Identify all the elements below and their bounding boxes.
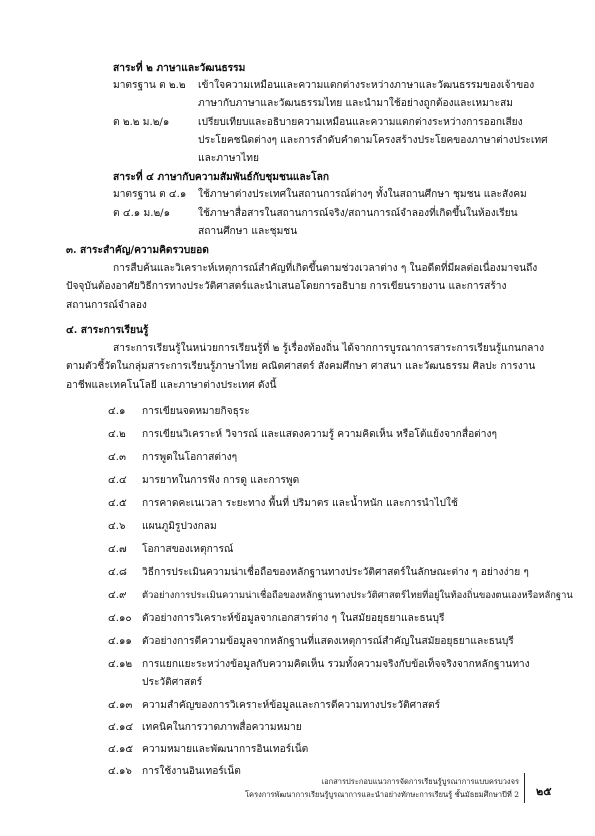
- list-item-number: ๔.๑๐: [108, 613, 132, 624]
- list-item-number: ๔.๑: [108, 406, 126, 417]
- list-item-number: ๔.๑๖: [108, 766, 132, 777]
- strand2-indicator-label: ต ๒.๒ ม.๒/๑: [113, 117, 170, 128]
- list-item-number: ๔.๒: [108, 429, 126, 440]
- list-item-text: เทคนิคในการวาดภาพสื่อความหมาย: [142, 722, 302, 733]
- strand2-standard-label: มาตรฐาน ต ๒.๒: [113, 80, 186, 91]
- page-number: ๒๕: [536, 785, 552, 798]
- list-item-text: การเขียนจดหมายกิจธุระ: [142, 406, 250, 417]
- strand2-indicator-line2: ประโยคชนิดต่างๆ และการลำดับคำตามโครงสร้างประโยคของภาษาต่างประเทศ: [198, 135, 548, 146]
- list-item-number: ๔.๖: [108, 521, 126, 532]
- strand2-indicator-line3: และภาษาไทย: [198, 153, 259, 164]
- list-item-text: การพูดในโอกาสต่างๆ: [142, 452, 238, 463]
- strand2-standard-line1: เข้าใจความเหมือนและความแตกต่างระหว่างภาษาและวัฒนธรรมของเจ้าของ: [198, 80, 535, 91]
- footer-line1: เอกสารประกอบแนวการจัดการเรียนรู้บูรณาการแบบครบวงจร: [321, 777, 519, 786]
- list-item-number: ๔.๙: [108, 590, 127, 601]
- strand4-standard-text: ใช้ภาษาต่างประเทศในสถานการณ์ต่างๆ ทั้งในสถานศึกษา ชุมชน และสังคม: [198, 189, 527, 200]
- section3-para-line2: ปัจจุบันต้องอาศัยวิธีการทางประวัติศาสตร์และนำเสนอโดยการอธิบาย การเขียนรายงาน และการสร้าง: [66, 281, 507, 292]
- section3-para-line1: การสืบค้นและวิเคราะห์เหตุการณ์สำคัญที่เกิดขึ้นตามช่วงเวลาต่าง ๆ ในอดีตที่มีผลต่อเนื่องมาจนถึง: [113, 263, 538, 274]
- strand4-indicator-label: ต ๔.๑ ม.๒/๑: [113, 208, 171, 219]
- section3-heading: ๓. สาระสำคัญ/ความคิดรวบยอด: [66, 244, 209, 256]
- list-item-text-continued: ประวัติศาสตร์: [142, 677, 203, 688]
- strand4-indicator-line2: สถานศึกษา และชุมชน: [198, 226, 298, 237]
- list-item-text: การคาดคะเนเวลา ระยะทาง พื้นที่ ปริมาตร และน้ำหนัก และการนำไปใช้: [142, 498, 458, 509]
- list-item-text: ตัวอย่างการตีความข้อมูลจากหลักฐานที่แสดงเหตุการณ์สำคัญในสมัยอยุธยาและธนบุรี: [142, 636, 514, 647]
- list-item-number: ๔.๑๒: [108, 659, 133, 670]
- list-item-text: การเขียนวิเคราะห์ วิจารณ์ และแสดงความรู้ ความคิดเห็น หรือโต้แย้งจากสื่อต่างๆ: [142, 429, 497, 440]
- section4-para-line2: ตามตัวชี้วัดในกลุ่มสาระการเรียนรู้ภาษาไทย คณิตศาสตร์ สังคมศึกษา ศาสนา และวัฒนธรรม ศิลปะ การงาน: [66, 361, 536, 372]
- strand4-heading: สาระที่ ๔ ภาษากับความสัมพันธ์กับชุมชนและโลก: [113, 171, 330, 183]
- list-item-number: ๔.๑๑: [108, 636, 132, 647]
- list-item-number: ๔.๕: [108, 498, 127, 509]
- strand2-heading: สาระที่ ๒ ภาษาและวัฒนธรรม: [113, 62, 246, 74]
- list-item-text: การใช้งานอินเทอร์เน็ต: [142, 766, 241, 777]
- footer-line2: โครงการพัฒนาการเรียนรู้บูรณาการและนำอย่างทักษะการเรียนรู้ ชั้นมัธยมศึกษาปีที่ 2: [245, 790, 519, 799]
- footer-divider: [524, 773, 525, 803]
- list-item-text: วิธีการประเมินความน่าเชื่อถือของหลักฐานทางประวัติศาสตร์ในลักษณะต่าง ๆ อย่างง่าย ๆ: [142, 567, 529, 578]
- list-item-text: ตัวอย่างการวิเคราะห์ข้อมูลจากเอกสารต่าง ๆ ในสมัยอยุธยาและธนบุรี: [142, 613, 445, 624]
- list-item-number: ๔.๔: [108, 475, 127, 486]
- list-item-text: การแยกแยะระหว่างข้อมูลกับความคิดเห็น รวมทั้งความจริงกับข้อเท็จจริงจากหลักฐานทาง: [142, 659, 530, 670]
- strand4-indicator-line1: ใช้ภาษาสื่อสารในสถานการณ์จริง/สถานการณ์จำลองที่เกิดขึ้นในห้องเรียน: [198, 208, 518, 219]
- list-item-text: ความสำคัญของการวิเคราะห์ข้อมูลและการตีความทางประวัติศาสตร์: [142, 700, 441, 711]
- section3-para-line3: สถานการณ์จำลอง: [66, 300, 147, 311]
- list-item-number: ๔.๑๕: [108, 744, 134, 755]
- strand2-standard-line2: ภาษากับภาษาและวัฒนธรรมไทย และนำมาใช้อย่างถูกต้องและเหมาะสม: [198, 98, 513, 109]
- section4-heading: ๔. สาระการเรียนรู้: [66, 324, 149, 336]
- strand2-indicator-line1: เปรียบเทียบและอธิบายความเหมือนและความแตกต่างระหว่างการออกเสียง: [198, 117, 523, 128]
- list-item-text: ตัวอย่างการประเมินความน่าเชื่อถือของหลักฐานทางประวัติศาสตร์ไทยที่อยู่ในท้องถิ่นของตนเองหรือหลักฐาน: [142, 590, 573, 601]
- list-item-text: โอกาสของเหตุการณ์: [142, 544, 234, 555]
- section4-para-line3: อาชีพและเทคโนโลยี และภาษาต่างประเทศ ดังนี้: [66, 380, 277, 391]
- list-item-number: ๔.๗: [108, 544, 127, 555]
- list-item-text: แผนภูมิรูปวงกลม: [142, 521, 217, 532]
- list-item-text: ความหมายและพัฒนาการอินเทอร์เน็ต: [142, 744, 309, 755]
- strand4-standard-label: มาตรฐาน ต ๔.๑: [113, 189, 187, 200]
- list-item-number: ๔.๑๓: [108, 700, 133, 711]
- section4-para-line1: สาระการเรียนรู้ในหน่วยการเรียนรู้ที่ ๒ รู้เรื่องท้องถิ่น ได้จากการบูรณาการสาระการเรียนรู้แกนกลาง: [113, 343, 545, 354]
- list-item-number: ๔.๑๔: [108, 722, 134, 733]
- list-item-number: ๔.๓: [108, 452, 126, 463]
- list-item-number: ๔.๘: [108, 567, 127, 578]
- list-item-text: มารยาทในการฟัง การดู และการพูด: [142, 475, 300, 486]
